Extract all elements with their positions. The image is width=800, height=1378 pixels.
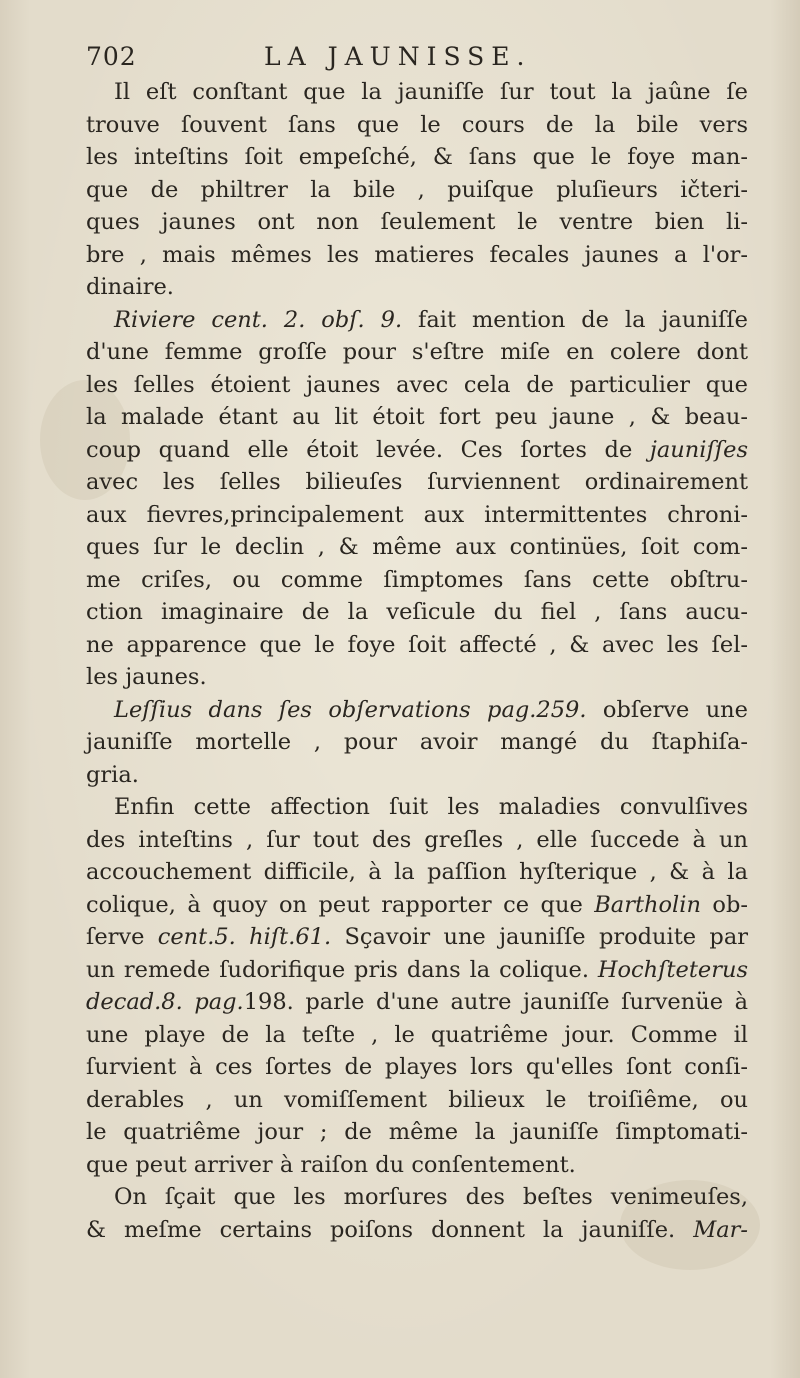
page-header (86, 38, 746, 78)
text-run: trouve ſouvent ſans que le cours de la bile vers (86, 111, 748, 138)
text-line (86, 629, 748, 662)
italic-citation: jauniſſes (649, 436, 748, 463)
text-line (86, 76, 748, 109)
body-text (86, 76, 748, 1246)
text-run: les inteſtins ſoit empeſché, & ſans que le foye man- (86, 144, 748, 170)
text-line (86, 304, 748, 337)
text-line (86, 726, 748, 759)
text-line (86, 1051, 748, 1084)
text-run: ques jaunes ont non ſeulement le ventre bien li- (86, 209, 748, 235)
text-line (86, 596, 748, 629)
italic-citation: Bartholin (594, 891, 701, 918)
running-title: LA JAUNISSE. (264, 42, 532, 71)
text-line (86, 1019, 748, 1052)
italic-citation: Mar- (693, 1216, 748, 1243)
text-line (86, 206, 748, 239)
text-run: bre , mais mêmes les matieres fecales jaunes a l'or- (86, 241, 748, 268)
text-line (86, 824, 748, 857)
text-line (86, 141, 748, 174)
text-line (86, 499, 748, 532)
text-run: Sçavoir une jauniſſe produite par (331, 924, 748, 950)
text-line (86, 1116, 748, 1149)
text-line (86, 986, 748, 1019)
text-run: avec les ſelles bilieuſes ſurviennent ordinairement (86, 469, 748, 495)
text-run: On ſçait que les morſures des beſtes venimeuſes, (114, 1184, 748, 1210)
text-run: 198. parle d'une autre jauniſſe ſurvenüe à (243, 989, 749, 1015)
text-line (86, 466, 748, 499)
text-run: ction imaginaire de la veſicule du fiel , ſans aucu- (86, 599, 748, 625)
text-line (86, 759, 748, 792)
text-run: & meſme certains poiſons donnent la jauniſſe. (86, 1216, 694, 1243)
text-run: d'une femme groſſe pour s'eſtre miſe en colere dont (86, 339, 748, 365)
text-run: ſerve (86, 924, 158, 950)
text-run: ob- (700, 891, 748, 918)
text-line (86, 336, 748, 369)
text-line (86, 921, 748, 954)
text-run: ques ſur le declin , & même aux continües, ſoit com- (86, 534, 748, 560)
text-line (86, 1084, 748, 1117)
text-line (86, 694, 748, 727)
text-line (86, 791, 748, 824)
text-run: ſurvient à ces ſortes de playes lors qu'elles ſont conſi- (86, 1054, 748, 1080)
italic-citation: Leſſius dans ſes obſervations pag.259. (114, 696, 587, 723)
text-line (86, 369, 748, 402)
text-run: les ſelles étoient jaunes avec cela de particulier que (86, 371, 748, 398)
text-run: dinaire. (86, 274, 174, 300)
text-line (86, 1214, 748, 1247)
text-run: coup quand elle étoit levée. Ces ſortes de (86, 436, 650, 463)
text-run: que peut arriver à raiſon du conſentement. (86, 1151, 576, 1178)
text-line (86, 661, 748, 694)
text-line (86, 271, 748, 304)
text-run: un remede ſudorifique pris dans la colique. (86, 956, 598, 983)
text-line (86, 109, 748, 142)
italic-citation: cent.5. hiſt.61. (157, 924, 332, 950)
text-run: le quatriême jour ; de même la jauniſſe ſimptomati- (86, 1119, 748, 1145)
italic-citation: Hochſteterus (597, 956, 748, 983)
text-line (86, 531, 748, 564)
text-line (86, 564, 748, 597)
text-run: la malade étant au lit étoit fort peu jaune , & beau- (86, 404, 748, 430)
text-line (86, 401, 748, 434)
page-number: 702 (86, 42, 137, 71)
text-run: me criſes, ou comme ſimptomes ſans cette obſtru- (86, 566, 748, 593)
text-run: des inteſtins , ſur tout des greſles , elle ſuccede à un (86, 826, 748, 853)
text-run: accouchement difficile, à la paſſion hyſterique , & à la (86, 859, 748, 885)
text-run: Il eſt conſtant que la jauniſſe ſur tout la jaûne ſe (114, 79, 748, 105)
text-run: jauniſſe mortelle , pour avoir mangé du ſtaphiſa- (86, 729, 748, 755)
text-run: aux fievres,principalement aux intermittentes chroni- (86, 501, 748, 528)
text-run: une playe de la teſte , le quatriême jour. Comme il (86, 1021, 748, 1048)
text-line (86, 889, 748, 922)
italic-citation: decad.8. pag. (86, 989, 244, 1015)
text-line (86, 1181, 748, 1214)
text-line (86, 954, 748, 987)
text-line (86, 434, 748, 467)
text-run: colique, à quoy on peut rapporter ce que (86, 891, 595, 918)
text-line (86, 1149, 748, 1182)
text-line (86, 856, 748, 889)
text-run: ne apparence que le foye ſoit affecté , & avec les ſel- (86, 631, 748, 658)
text-run: Enfin cette affection ſuit les maladies convulſives (114, 794, 748, 820)
text-run: gria. (86, 761, 139, 788)
text-line (86, 174, 748, 207)
text-run: les jaunes. (86, 664, 207, 690)
text-run: fait mention de la jauniſſe (402, 306, 748, 333)
text-line (86, 239, 748, 272)
text-run: derables , un vomiſſement bilieux le troiſiême, ou (86, 1086, 748, 1113)
italic-citation: Riviere cent. 2. obſ. 9. (114, 306, 403, 333)
text-run: obſerve une (586, 696, 748, 723)
text-run: que de philtrer la bile , puiſque pluſieurs ičteri- (86, 176, 748, 203)
